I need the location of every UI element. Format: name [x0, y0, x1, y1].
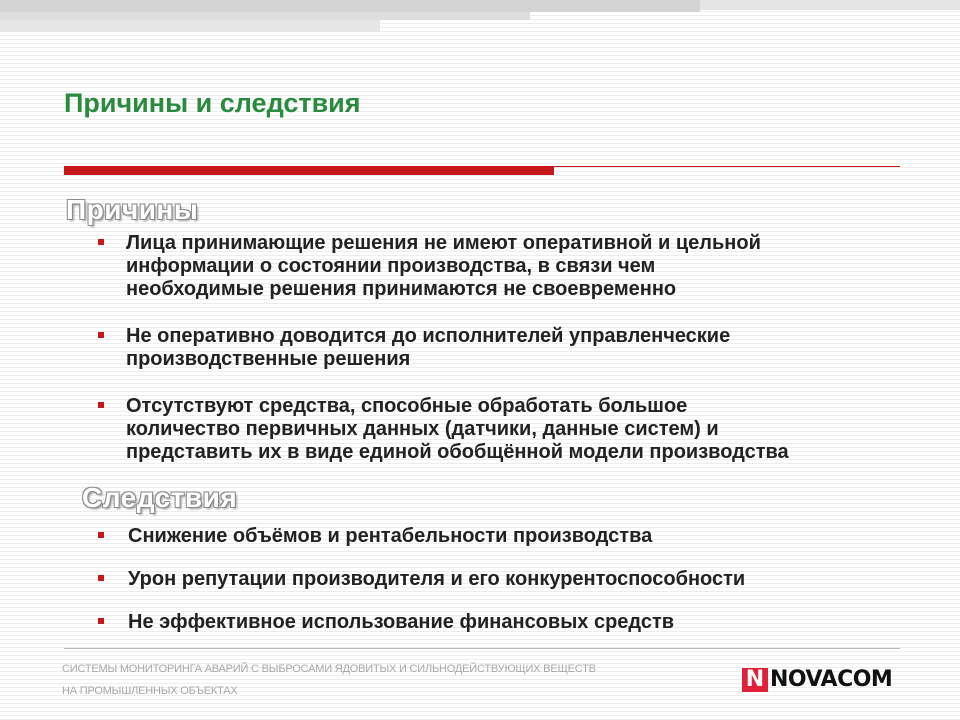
cause-line: представить их в виде единой обобщённой модели производства — [126, 441, 789, 463]
top-band-3 — [0, 12, 530, 20]
title-underline-bar — [64, 166, 554, 175]
consequence-text: Не эффективное использование финансовых средств — [128, 611, 675, 633]
novacom-logo-text: NOVACOM — [770, 667, 893, 692]
novacom-logo-icon: N — [742, 668, 768, 692]
consequence-item — [98, 525, 918, 568]
consequence-text: Снижение объёмов и рентабельности производства — [128, 525, 653, 547]
footer-line-1: СИСТЕМЫ МОНИТОРИНГА АВАРИЙ С ВЫБРОСАМИ ЯДОВИТЫХ И СИЛЬНОДЕЙСТВУЮЩИХ ВЕЩЕСТВ — [62, 663, 596, 675]
cause-line: производственные решения — [126, 348, 411, 370]
footer-line-2: НА ПРОМЫШЛЕННЫХ ОБЪЕКТАХ — [62, 685, 238, 697]
consequence-text: Урон репутации производителя и его конкурентоспособности — [128, 568, 746, 590]
cause-item-text — [126, 232, 926, 301]
cause-item — [98, 325, 918, 395]
cause-line: количество первичных данных (датчики, данные систем) и — [126, 418, 719, 440]
consequences-heading: Следствия — [82, 482, 238, 513]
cause-line: информации о состоянии производства, в связи чем — [126, 255, 656, 277]
title-underline-thin — [554, 166, 900, 167]
causes-list — [98, 232, 918, 467]
cause-item-text — [126, 325, 926, 371]
top-band-2 — [700, 0, 960, 10]
slide-title: Причины и следствия — [64, 88, 361, 118]
cause-line: Не оперативно доводится до исполнителей управленческие — [126, 325, 731, 347]
footer-divider — [64, 648, 900, 649]
top-band-1 — [0, 0, 700, 12]
cause-line: Отсутствуют средства, способные обработать большое — [126, 395, 688, 417]
consequences-list — [98, 525, 918, 654]
top-band-4 — [0, 20, 380, 32]
bullet-square-icon — [98, 575, 104, 581]
consequence-item — [98, 568, 918, 611]
bullet-square-icon — [98, 618, 104, 624]
cause-item — [98, 232, 918, 325]
causes-heading: Причины — [66, 194, 199, 225]
bullet-square-icon — [98, 332, 104, 338]
bullet-square-icon — [98, 239, 104, 245]
bullet-square-icon — [98, 402, 104, 408]
cause-item-text — [126, 395, 926, 464]
cause-item — [98, 395, 918, 467]
bullet-square-icon — [98, 532, 104, 538]
cause-line: необходимые решения принимаются не своевременно — [126, 278, 677, 300]
cause-line: Лица принимающие решения не имеют оперативной и цельной — [126, 232, 761, 254]
